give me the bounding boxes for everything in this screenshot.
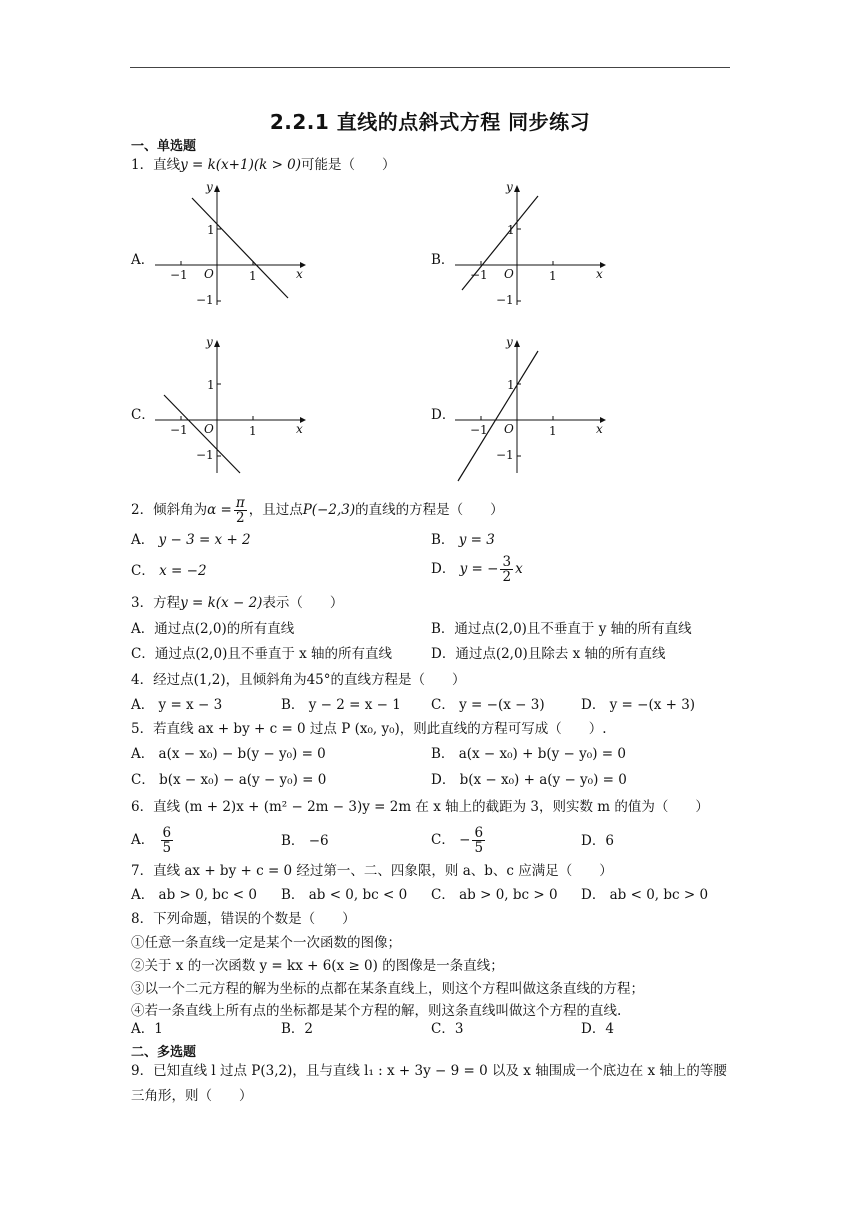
q8-statement-3: ③以一个二元方程的解为坐标的点都在某条直线上，则这个方程叫做这条直线的方程；: [131, 981, 644, 997]
question-9-stem-line2: 三角形，则（ ）: [131, 1088, 253, 1104]
tick-label-1: 1: [549, 424, 557, 438]
axis-x-label: x: [296, 267, 303, 281]
question-8-stem: 8．下列命题，错误的个数是（ ）: [131, 911, 356, 927]
axis-y-label: y: [206, 335, 213, 349]
q3-option-c: C．通过点(2,0)且不垂直于 x 轴的所有直线: [131, 646, 393, 662]
q8-statement-2: ②关于 x 的一次函数 y = kx + 6(x ≥ 0) 的图像是一条直线；: [131, 958, 504, 974]
q4-option-a: A． y = x − 3: [131, 697, 223, 713]
q1-graph-c: [150, 335, 310, 475]
axis-y-label: y: [506, 180, 513, 194]
tick-label-neg1: −1: [496, 448, 514, 462]
q8-option-c: C．3: [431, 1021, 464, 1037]
section-heading-single: 一、单选题: [131, 139, 197, 154]
q6-option-b: B． −6: [281, 833, 329, 849]
q1-graph-d: [450, 335, 610, 485]
page-title: 2.2.1 直线的点斜式方程 同步练习: [269, 110, 591, 134]
q1-option-c-label: C．: [131, 407, 155, 423]
q3-option-d: D．通过点(2,0)且除去 x 轴的所有直线: [431, 646, 666, 662]
question-7-stem: 7．直线 ax + by + c = 0 经过第一、二、四象限，则 a、b、c 应满足（ ）: [131, 863, 613, 879]
q6-option-c: C． − $\frac{6}{5}$: [431, 825, 484, 856]
q1-option-d-label: D．: [431, 407, 456, 423]
q7-option-d: D． ab < 0, bc > 0: [581, 887, 709, 903]
q7-option-c: C． ab > 0, bc > 0: [431, 887, 558, 903]
tick-label-1: 1: [249, 269, 257, 283]
q5-option-c: C． b(x − x₀) − a(y − y₀) = 0: [131, 772, 327, 788]
q6-option-a: A． $\frac{6}{5}$: [131, 825, 172, 856]
fraction-pi-over-2: $\frac{\pi}{2}$: [235, 495, 245, 526]
header-rule: [130, 67, 730, 68]
tick-label-neg1: −1: [470, 423, 488, 437]
tick-label-1: 1: [249, 424, 257, 438]
q2-option-c: C． x = −2: [131, 563, 207, 579]
q3-option-b: B．通过点(2,0)且不垂直于 y 轴的所有直线: [431, 621, 692, 637]
axis-y-label: y: [506, 335, 513, 349]
q6-option-d: D．6: [581, 833, 614, 849]
question-3-stem: 3．方程y = k(x − 2)表示（ ）: [131, 595, 344, 611]
origin-label: O: [504, 422, 514, 436]
q1-graph-a: [150, 180, 310, 310]
origin-label: O: [204, 267, 214, 281]
tick-label-neg1: −1: [196, 448, 214, 462]
q2-option-d: D． y = − $\frac{3}{2}$ x: [431, 554, 523, 585]
q8-option-d: D．4: [581, 1021, 614, 1037]
tick-label-neg1: −1: [170, 268, 188, 282]
origin-label: O: [504, 267, 514, 281]
q4-option-d: D． y = −(x + 3): [581, 697, 696, 713]
tick-label-1: 1: [549, 269, 557, 283]
q4-option-c: C． y = −(x − 3): [431, 697, 545, 713]
q1-option-a-label: A．: [131, 252, 155, 268]
q3-option-a: A．通过点(2,0)的所有直线: [131, 621, 295, 637]
question-5-stem: 5．若直线 ax + by + c = 0 过点 P (x₀, y₀)，则此直线的方程可写成（ ）.: [131, 721, 607, 737]
question-2-stem: 2．倾斜角为α = $\frac{\pi}{2}$ ，且过点P(−2,3)的直线的方程是（ ）: [131, 495, 504, 526]
tick-label-neg1: −1: [496, 293, 514, 307]
question-9-stem-line1: 9．已知直线 l 过点 P(3,2)，且与直线 l₁ : x + 3y − 9 = 0 以及 x 轴围成一个底边在 x 轴上的等腰: [131, 1063, 727, 1079]
q4-option-b: B． y − 2 = x − 1: [281, 697, 401, 713]
q1-graph-b: [450, 180, 610, 310]
q8-option-a: A．1: [131, 1021, 163, 1037]
axis-y-label: y: [206, 180, 213, 194]
origin-label: O: [204, 422, 214, 436]
tick-label-neg1: −1: [196, 293, 214, 307]
section-heading-multi: 二、多选题: [131, 1045, 197, 1060]
axis-x-label: x: [596, 267, 603, 281]
question-4-stem: 4．经过点(1,2)，且倾斜角为45°的直线方程是（ ）: [131, 672, 466, 688]
q1-option-b-label: B．: [431, 252, 455, 268]
q7-option-a: A． ab > 0, bc < 0: [131, 887, 257, 903]
tick-label-1: 1: [507, 378, 515, 392]
tick-label-neg1: −1: [170, 423, 188, 437]
q2-option-b: B． y = 3: [431, 532, 495, 548]
q8-statement-1: ①任意一条直线一定是某个一次函数的图像；: [131, 935, 401, 951]
q8-option-b: B．2: [281, 1021, 314, 1037]
q8-statement-4: ④若一条直线上所有点的坐标都是某个方程的解，则这条直线叫做这个方程的直线.: [131, 1003, 622, 1019]
axis-x-label: x: [596, 422, 603, 436]
q5-option-a: A． a(x − x₀) − b(y − y₀) = 0: [131, 746, 326, 762]
question-6-stem: 6．直线 (m + 2)x + (m² − 2m − 3)y = 2m 在 x 轴上的截距为 3，则实数 m 的值为（ ）: [131, 799, 709, 815]
q5-option-d: D． b(x − x₀) + a(y − y₀) = 0: [431, 772, 627, 788]
q2-option-a: A． y − 3 = x + 2: [131, 532, 251, 548]
tick-label-1: 1: [507, 223, 515, 237]
tick-label-1: 1: [207, 378, 215, 392]
q5-option-b: B． a(x − x₀) + b(y − y₀) = 0: [431, 746, 626, 762]
tick-label-neg1: −1: [470, 268, 488, 282]
question-1-stem: 1．直线y = k(x+1)(k > 0)可能是（ ）: [131, 157, 396, 173]
tick-label-1: 1: [207, 223, 215, 237]
axis-x-label: x: [296, 422, 303, 436]
q7-option-b: B． ab < 0, bc < 0: [281, 887, 408, 903]
